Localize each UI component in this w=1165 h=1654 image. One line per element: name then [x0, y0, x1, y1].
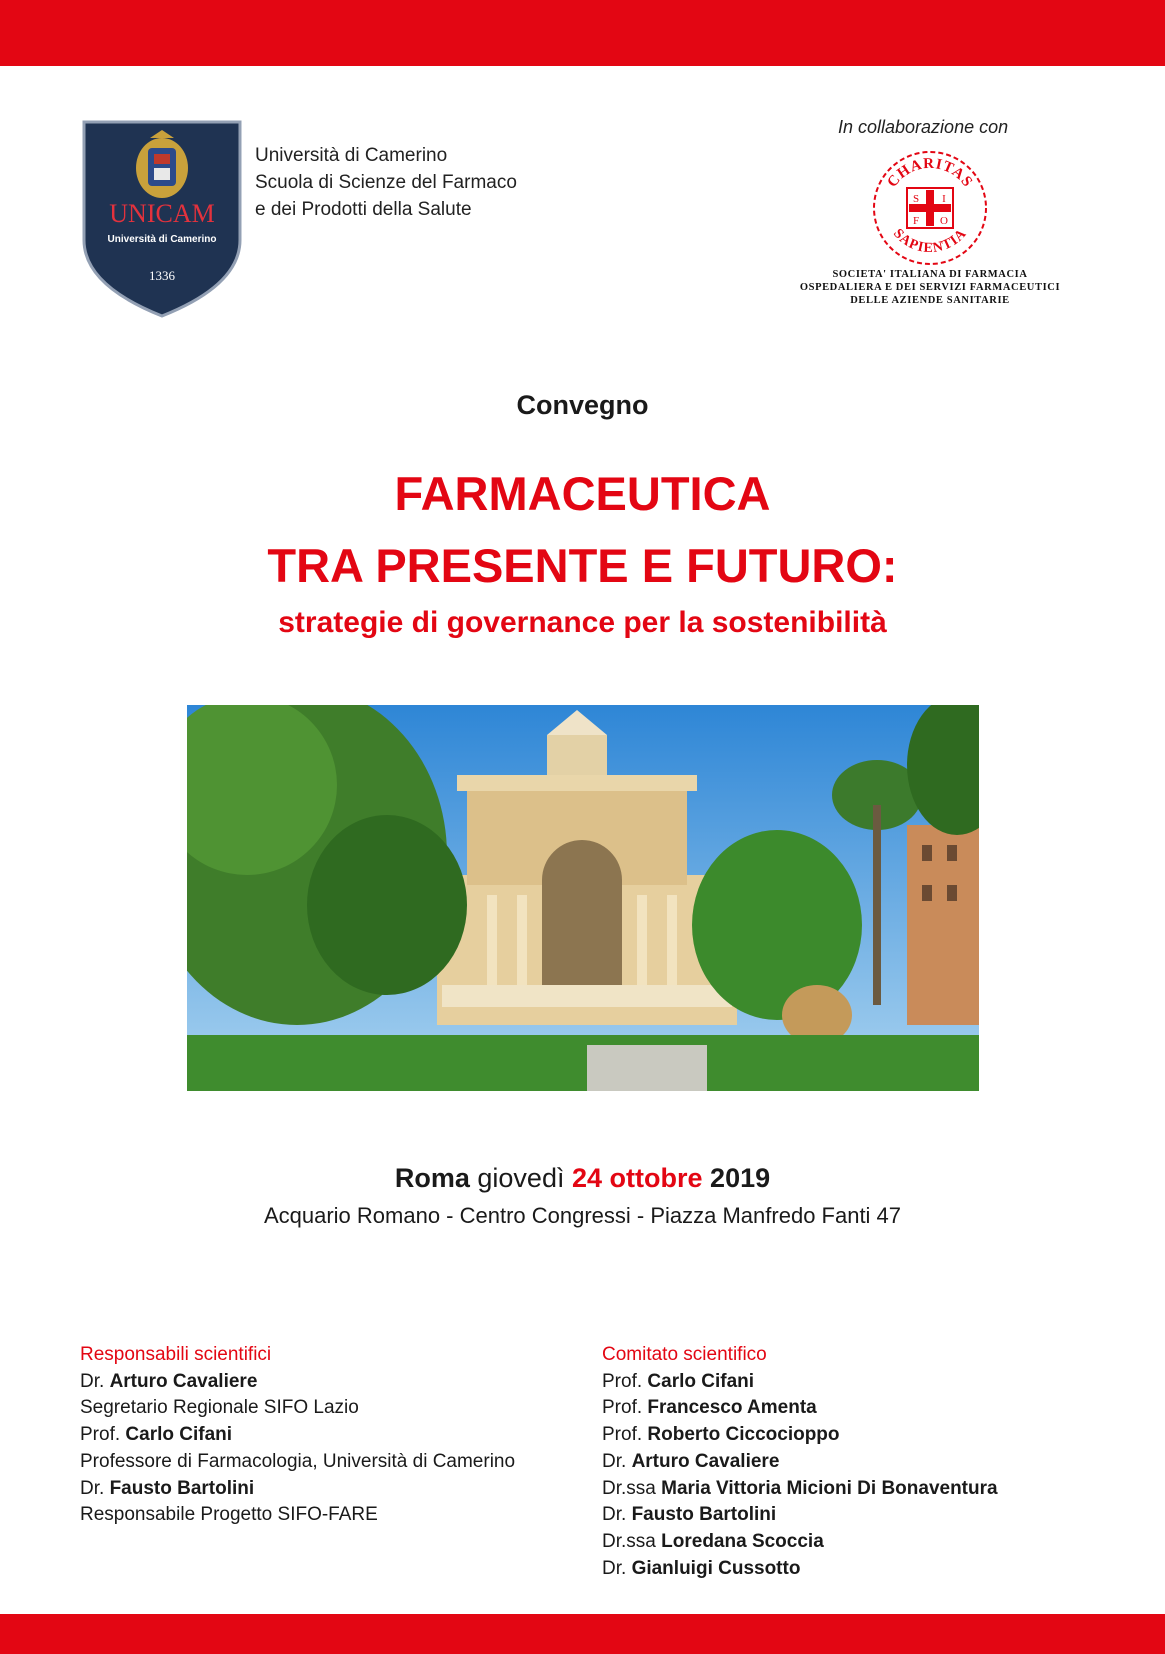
- person-name: Maria Vittoria Micioni Di Bonaventura: [661, 1477, 998, 1499]
- unicam-line: Università di Camerino: [255, 145, 448, 166]
- event-title-line2: TRA PRESENTE E FUTURO:: [267, 539, 898, 592]
- collaboration-label: In collaborazione con: [838, 117, 1009, 137]
- person-row: [602, 1422, 998, 1449]
- unicam-line: Scuola di Scienze del Farmaco: [255, 172, 517, 193]
- unicam-line: e dei Prodotti della Salute: [255, 199, 472, 220]
- comitato-section: [602, 1342, 998, 1582]
- seal-top-text: CHARITAS: [884, 155, 976, 191]
- title-prefix: Dr.: [602, 1504, 627, 1526]
- unicam-logo-word: UNICAM: [109, 199, 215, 228]
- sifo-name-line: OSPEDALIERA E DEI SERVIZI FARMACEUTICI: [799, 282, 1061, 293]
- event-city: Roma: [394, 1163, 470, 1193]
- person-role: Professore di Farmacologia, Università di Camerino: [80, 1450, 516, 1472]
- person-row: [602, 1369, 998, 1396]
- person-name: Arturo Cavaliere: [631, 1450, 780, 1472]
- event-weekday: giovedì: [477, 1163, 565, 1193]
- unicam-logo-year: 1336: [149, 268, 175, 283]
- top-red-band: [0, 0, 1165, 66]
- title-prefix: Dr.ssa: [602, 1477, 656, 1499]
- person-row: [602, 1502, 998, 1529]
- event-kicker: Convegno: [516, 390, 649, 420]
- title-prefix: Dr.: [80, 1370, 105, 1392]
- event-title-line1: FARMACEUTICA: [394, 467, 771, 520]
- comitato-heading: Comitato scientifico: [602, 1344, 767, 1365]
- person-name: Gianluigi Cussotto: [631, 1557, 801, 1579]
- person-role: Segretario Regionale SIFO Lazio: [80, 1397, 359, 1419]
- person-row: [80, 1476, 515, 1503]
- person-row: [80, 1422, 515, 1449]
- event-subtitle: strategie di governance per la sostenibilità: [278, 606, 887, 639]
- responsabili-section: [80, 1342, 515, 1529]
- person-row: [602, 1449, 998, 1476]
- title-prefix: Prof.: [602, 1397, 643, 1419]
- person-name: Fausto Bartolini: [631, 1504, 777, 1526]
- title-prefix: Dr.: [602, 1450, 627, 1472]
- sifo-name-line: SOCIETA' ITALIANA DI FARMACIA: [832, 269, 1028, 280]
- sifo-seal-logo: [870, 148, 990, 268]
- sifo-society-name: [760, 268, 1100, 307]
- person-row: [602, 1556, 998, 1583]
- person-name: Fausto Bartolini: [109, 1477, 255, 1499]
- event-date: 24 ottobre: [572, 1163, 703, 1193]
- person-name: Carlo Cifani: [125, 1424, 233, 1446]
- seal-bottom-text: SAPIENTIA: [890, 226, 970, 257]
- title-prefix: Dr.: [80, 1477, 105, 1499]
- sifo-name-line: DELLE AZIENDE SANITARIE: [850, 295, 1010, 306]
- responsabili-heading: Responsabili scientifici: [80, 1344, 272, 1365]
- title-prefix: Prof.: [602, 1370, 643, 1392]
- venue-photo: [187, 705, 979, 1091]
- person-row: [602, 1529, 998, 1556]
- unicam-logo: [82, 120, 242, 318]
- seal-letter: I: [942, 193, 946, 205]
- person-name: Arturo Cavaliere: [109, 1370, 258, 1392]
- person-row: [80, 1369, 515, 1396]
- title-prefix: Prof.: [80, 1424, 121, 1446]
- seal-letter: O: [940, 215, 948, 227]
- title-prefix: Dr.ssa: [602, 1530, 656, 1552]
- person-name: Roberto Ciccocioppo: [647, 1424, 840, 1446]
- person-name: Loredana Scoccia: [661, 1530, 824, 1552]
- person-role: Responsabile Progetto SIFO-FARE: [80, 1504, 378, 1526]
- title-prefix: Dr.: [602, 1557, 627, 1579]
- person-row: [602, 1395, 998, 1422]
- person-name: Francesco Amenta: [647, 1397, 817, 1419]
- person-row: [602, 1476, 998, 1503]
- event-venue: Acquario Romano - Centro Congressi - Piazza Manfredo Fanti 47: [263, 1203, 902, 1228]
- person-name: Carlo Cifani: [647, 1370, 755, 1392]
- unicam-affiliation: [255, 142, 517, 223]
- unicam-logo-sub: Università di Camerino: [107, 234, 217, 245]
- event-date-line: [0, 1163, 1165, 1194]
- event-year: 2019: [710, 1163, 771, 1193]
- seal-letter: F: [912, 215, 920, 227]
- svg-text:SAPIENTIA: [890, 226, 970, 256]
- title-prefix: Prof.: [602, 1424, 643, 1446]
- seal-letter: S: [912, 193, 920, 205]
- bottom-red-band: [0, 1614, 1165, 1654]
